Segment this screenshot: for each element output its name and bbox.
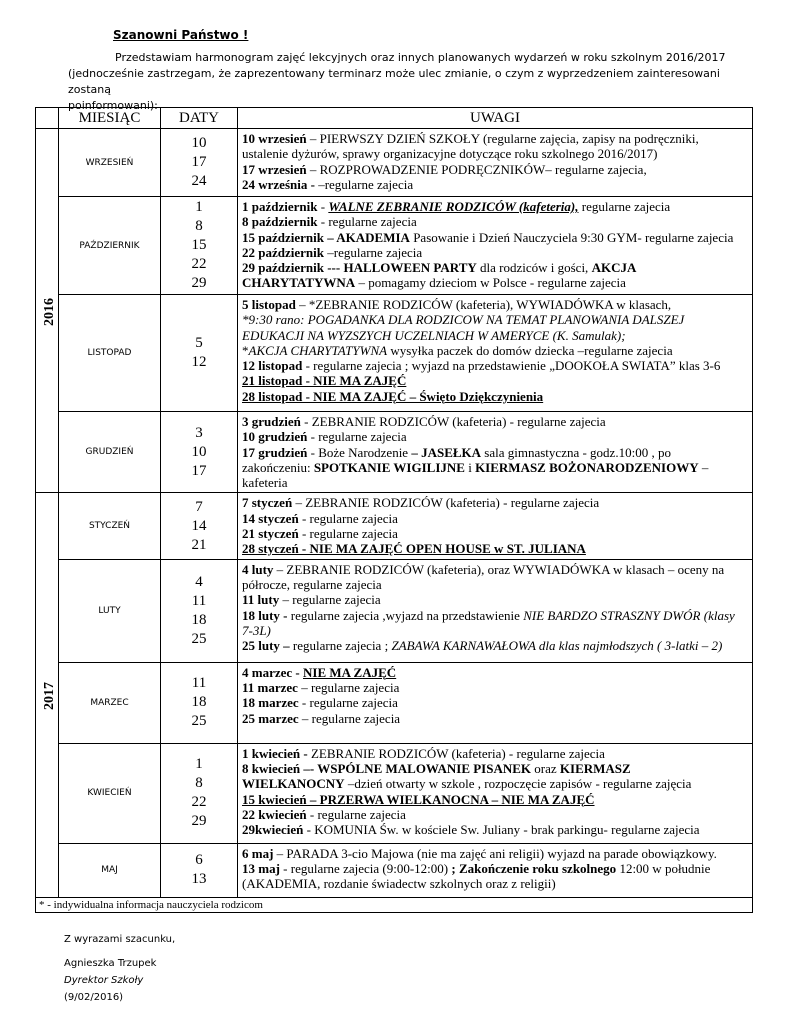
intro-line-1: Przedstawiam harmonogram zajęć lekcyjnych oraz innych planowanych wydarzeń w roku szkolnym 2016/2017 [115, 51, 726, 64]
day-value: 29 [191, 275, 207, 291]
days-cell [161, 197, 238, 295]
table-row [36, 493, 753, 559]
note-line: 25 marzec – regularne zajecia [242, 710, 401, 726]
day-value: 25 [191, 713, 207, 730]
note-line: 10 grudzień - regularne zajecia [242, 429, 407, 445]
day-value: 10 [191, 135, 207, 151]
days-cell [161, 493, 238, 559]
month-cell: GRUDZIEŃ [59, 412, 161, 493]
note-line: 17 wrzesień – ROZPROWADZENIE PODRĘCZNIKÓW– regularne zajecia, [242, 161, 647, 177]
days-cell [161, 295, 238, 412]
day-value: 18 [191, 611, 207, 628]
days-header: DATY [161, 108, 238, 129]
year-label: 2017 [42, 682, 57, 711]
day-value: 6 [195, 852, 203, 869]
note-line: EDUKACJI NA WYZSZYCH UCZELNIACH W AMERYCE (K. Samulak); [242, 327, 626, 343]
day-value: 7 [195, 498, 203, 515]
note-line: 21 listopad - NIE MA ZAJĘĆ [242, 373, 407, 389]
day-value: 18 [191, 694, 207, 711]
note-line: 4 marzec - NIE MA ZAJĘĆ [242, 664, 397, 680]
note-line: 1 kwiecień - ZEBRANIE RODZICÓW (kafeteria) - regularne zajecia [242, 745, 605, 761]
day-value: 11 [191, 675, 207, 692]
intro-line-3: poinformowani): [68, 99, 158, 112]
note-line: 29 październik --- HALLOWEEN PARTY dla rodziców i gości, AKCJA [242, 260, 637, 276]
year-header-cell [36, 108, 59, 129]
year-label: 2016 [42, 297, 57, 326]
day-value: 17 [191, 462, 207, 479]
day-value: 22 [191, 794, 207, 811]
table-header-row [36, 108, 753, 129]
note-line: 18 marzec - regularne zajecia [242, 695, 398, 711]
day-value: 22 [191, 256, 207, 272]
notes-cell [238, 129, 753, 197]
day-value: 24 [191, 173, 207, 189]
note-line: 8 kwiecień –- WSPÓLNE MALOWANIE PISANEK oraz KIERMASZ [242, 760, 631, 776]
month-header: MIESIĄC [59, 108, 161, 129]
note-line: *AKCJA CHARYTATYWNA wysyłka paczek do domów dziecka –regularne zajecia [242, 342, 673, 358]
intro-line-2: (jednocześnie zastrzegam, że zaprezentowany terminarz może ulec zmianie, o czym z wyprzedzeniem zainteresowani zostaną [68, 67, 720, 96]
note-line: 7 styczeń – ZEBRANIE RODZICÓW (kafeteria) - regularne zajecia [242, 495, 600, 511]
table-row [36, 295, 753, 412]
note-line: 29kwiecień - KOMUNIA Św. w kościele Sw. Juliany - brak parkingu- regularne zajecia [242, 822, 700, 838]
month-cell: PAŹDZIERNIK [59, 197, 161, 295]
month-cell: LUTY [59, 559, 161, 662]
table-row [36, 129, 753, 197]
note-line: półrocze, regularne zajecia [242, 576, 382, 592]
note-line: 15 październik – AKADEMIA Pasowanie i Dzień Nauczyciela 9:30 GYM- regularne zajecia [242, 229, 734, 245]
notes-cell [238, 493, 753, 559]
note-line: 5 listopad – *ZEBRANIE RODZICÓW (kafeteria), WYWIADÓWKA w klasach, [242, 297, 672, 312]
note-line: 22 kwiecień - regularne zajecia [242, 806, 406, 822]
day-value: 13 [191, 871, 207, 888]
signatory-name: Agnieszka Trzupek [64, 958, 157, 969]
note-line: 15 kwiecień – PRZERWA WIELKANOCNA – NIE MA ZAJĘĆ [242, 791, 595, 807]
note-line: 11 marzec – regularne zajecia [242, 679, 400, 695]
note-line: 18 luty - regularne zajecia ,wyjazd na przedstawienie NIE BARDZO STRASZNY DWÓR (klasy [242, 607, 735, 623]
day-value: 3 [195, 424, 203, 441]
table-row [36, 743, 753, 843]
table-row [36, 197, 753, 295]
month-cell: KWIECIEŃ [59, 743, 161, 843]
day-value: 14 [191, 517, 207, 534]
day-value: 8 [195, 775, 203, 792]
footnote: * - indywidualna informacja nauczyciela rodzicom [36, 897, 753, 912]
month-cell: LISTOPAD [59, 295, 161, 412]
day-value: 8 [195, 218, 203, 234]
day-value: 25 [191, 630, 207, 647]
days-cell [161, 559, 238, 662]
note-line: 13 maj - regularne zajecia (9:00-12:00) ; Zakończenie roku szkolnego 12:00 w południe [242, 860, 711, 876]
day-value: 5 [195, 335, 203, 351]
day-value: 29 [191, 813, 207, 830]
days-cell [161, 843, 238, 897]
note-line: 17 grudzień - Boże Narodzenie – JASEŁKA sala gimnastyczna - godz.10:00 , po [242, 444, 671, 460]
note-line: 14 styczeń - regularne zajecia [242, 510, 398, 526]
days-cell [161, 743, 238, 843]
signatory-title: Dyrektor Szkoły [64, 975, 144, 986]
day-value: 11 [191, 592, 207, 609]
note-line: kafeteria [242, 475, 288, 491]
table-row [36, 662, 753, 743]
note-line: 11 luty – regularne zajecia [242, 592, 381, 608]
closing-regards: Z wyrazami szacunku, [64, 934, 176, 945]
note-line: 22 październik –regularne zajecia [242, 244, 423, 260]
day-value: 12 [191, 354, 207, 370]
note-line: ustalenie dyżurów, sprawy organizacyjne dotyczące roku szkolnego 2016/2017) [242, 146, 658, 162]
note-line: CHARYTATYWNA – pomagamy dzieciom w Polsce - regularne zajecia [242, 275, 626, 291]
month-cell: STYCZEŃ [59, 493, 161, 559]
notes-cell [238, 559, 753, 662]
day-value: 10 [191, 443, 207, 460]
note-line: 10 wrzesień – PIERWSZY DZIEŃ SZKOŁY (regularne zajęcia, zapisy na podręczniki, [242, 131, 699, 146]
note-line: (AKADEMIA, rozdanie świadectw szkolnych oraz z religii) [242, 876, 556, 892]
day-value: 1 [195, 199, 203, 215]
notes-cell [238, 843, 753, 897]
letter-date: (9/02/2016) [64, 992, 124, 1003]
days-cell [161, 412, 238, 493]
footnote-row [36, 897, 753, 912]
day-value: 15 [191, 237, 207, 253]
table-row [36, 412, 753, 493]
notes-header: UWAGI [238, 108, 753, 129]
note-line: 4 luty – ZEBRANIE RODZICÓW (kafeteria), oraz WYWIADÓWKA w klasach – oceny na [242, 561, 725, 577]
notes-cell [238, 662, 753, 743]
note-line: 3 grudzień - ZEBRANIE RODZICÓW (kafeteria) - regularne zajecia [242, 414, 606, 429]
days-cell [161, 129, 238, 197]
days-cell [161, 662, 238, 743]
year-cell-2016 [36, 129, 59, 493]
month-cell: MAJ [59, 843, 161, 897]
greeting: Szanowni Państwo ! [113, 28, 249, 42]
notes-cell [238, 295, 753, 412]
month-cell: WRZESIEŃ [59, 129, 161, 197]
table-row [36, 559, 753, 662]
note-line: *9:30 rano: POGADANKA DLA RODZICOW NA TEMAT PLANOWANIA DALSZEJ [242, 312, 685, 328]
intro-paragraph [68, 50, 758, 114]
note-line: WIELKANOCNY –dzień otwarty w szkole , rozpoczęcie zapisów - regularne zajęcia [242, 776, 692, 792]
note-line: zakończeniu: SPOTKANIE WIGILIJNE i KIERMASZ BOŻONARODZENIOWY – [242, 459, 709, 475]
day-value: 4 [195, 573, 203, 590]
year-cell-2017 [36, 493, 59, 897]
notes-cell [238, 743, 753, 843]
day-value: 21 [191, 536, 207, 553]
note-line: 21 styczeń - regularne zajecia [242, 526, 398, 542]
schedule-table [35, 107, 753, 913]
note-line: 8 październik - regularne zajecia [242, 214, 417, 230]
note-line: 1 październik - WALNE ZEBRANIE RODZICÓW (kafeteria), regularne zajecia [242, 199, 671, 214]
note-line: 6 maj – PARADA 3-cio Majowa (nie ma zajęć ani religii) wyjazd na parade obowiązkowy. [242, 845, 717, 861]
note-line: 28 styczeń - NIE MA ZAJĘĆ OPEN HOUSE w ST. JULIANA [242, 541, 586, 557]
closing-block [64, 931, 175, 1006]
table-row [36, 843, 753, 897]
day-value: 17 [191, 154, 207, 170]
note-line: 12 listopad - regularne zajecia ; wyjazd na przedstawienie „DOOKOŁA SWIATA” klas 3-6 [242, 358, 721, 374]
note-line: 24 września - –regularne zajecia [242, 176, 414, 192]
notes-cell [238, 197, 753, 295]
note-line: 25 luty – regularne zajecia ; ZABAWA KARNAWAŁOWA dla klas najmłodszych ( 3-latki – 2) [242, 638, 723, 654]
note-line: 7-3L) [242, 622, 271, 638]
month-cell: MARZEC [59, 662, 161, 743]
day-value: 1 [195, 756, 203, 773]
note-line: 28 listopad - NIE MA ZAJĘĆ – Święto Dziękczynienia [242, 388, 544, 404]
notes-cell [238, 412, 753, 493]
